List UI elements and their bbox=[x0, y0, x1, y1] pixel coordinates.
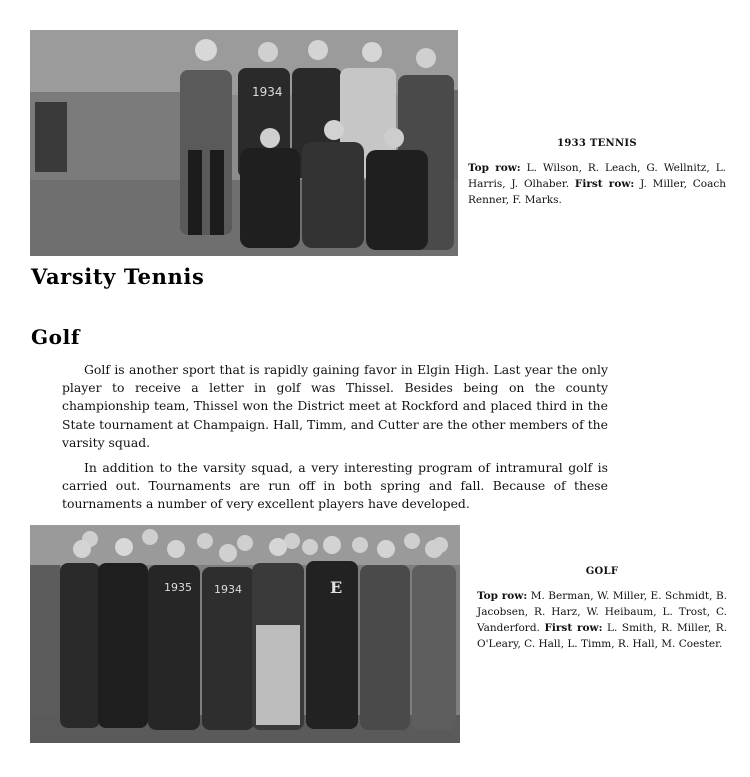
tennis-caption bbox=[468, 136, 726, 208]
golf-top-row-label: Top row: bbox=[477, 590, 528, 602]
tennis-caption-title: 1933 TENNIS bbox=[557, 138, 637, 149]
golf-article bbox=[62, 361, 608, 521]
golf-heading: Golf bbox=[31, 325, 81, 349]
tennis-jersey-number: 1934 bbox=[252, 85, 283, 99]
golf-caption-title: GOLF bbox=[585, 566, 619, 577]
golf-paragraph-1: Golf is another sport that is rapidly gaining favor in Elgin High. Last year the only player to receive a letter in golf was Thissel. Besides being on the county championship team, Thissel won the District meet at Rockford and placed third in the State tournament at Champaign. Hall, Timm, and Cutter are the other members of the varsity squad. bbox=[62, 362, 608, 450]
golf-first-row-names: L. Smith, R. Miller, R. O'Leary, C. Hall, L. Timm, R. Hall, M. Coester. bbox=[477, 622, 728, 650]
golf-jersey-1934: 1934 bbox=[214, 583, 242, 596]
tennis-top-row-label: Top row: bbox=[468, 162, 521, 174]
tennis-team-photo bbox=[30, 30, 458, 256]
varsity-tennis-heading: Varsity Tennis bbox=[31, 264, 205, 289]
tennis-top-row-names: L. Wilson, R. Leach, G. Wellnitz, L. Harris, J. Olhaber. bbox=[468, 162, 726, 190]
golf-jersey-letter: E bbox=[330, 578, 343, 597]
golf-paragraph-2: In addition to the varsity squad, a very interesting program of intramural golf is carried out. Tournaments are run off in both spring and fall. Because of these tournaments a number of very excellent players have developed. bbox=[62, 460, 608, 512]
golf-caption-text bbox=[477, 588, 727, 652]
golf-team-photo bbox=[30, 525, 460, 743]
tennis-caption-text bbox=[468, 160, 726, 208]
tennis-first-row-label: First row: bbox=[574, 178, 635, 190]
golf-first-row-label: First row: bbox=[544, 622, 603, 634]
golf-top-row-names: M. Berman, W. Miller, E. Schmidt, B. Jacobsen, R. Harz, W. Heibaum, L. Trost, C. Vanderford. bbox=[477, 590, 728, 634]
golf-jersey-1935: 1935 bbox=[164, 581, 192, 594]
tennis-first-row-names: J. Miller, Coach Renner, F. Marks. bbox=[468, 178, 727, 206]
golf-caption bbox=[477, 564, 727, 652]
